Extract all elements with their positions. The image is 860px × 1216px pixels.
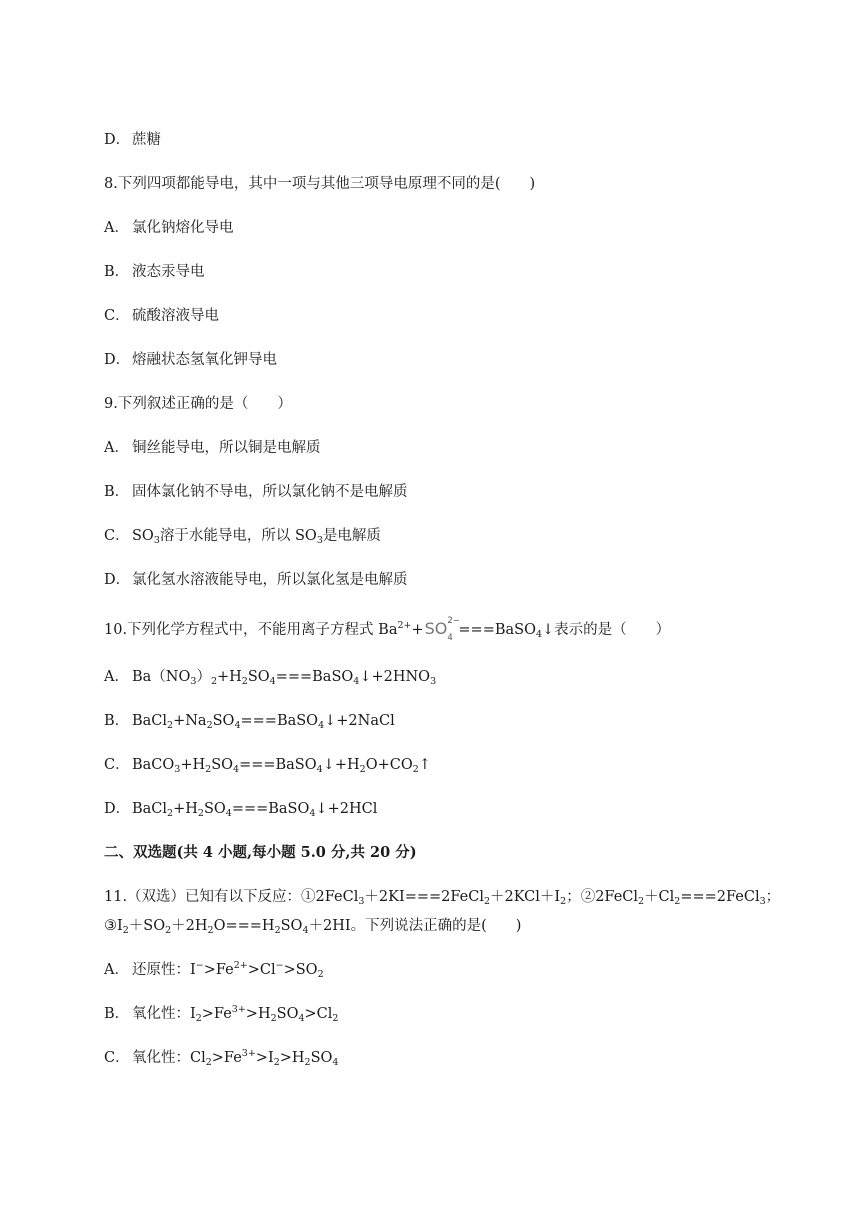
q10-option-d — [104, 799, 770, 819]
option-letter: B． — [104, 264, 130, 280]
option-letter: B． — [104, 713, 130, 729]
option-text: $BaCO_3+H_2SO_4===BaSO_4↓+H_2O+CO_2↑$ — [132, 757, 431, 775]
option-text: 蔗糖 — [132, 132, 161, 148]
option-text: 液态汞导电 — [132, 264, 205, 280]
q9-option-b — [104, 482, 770, 502]
option-letter: D． — [104, 801, 131, 817]
option-text: 氧化性：$Cl_2>Fe^{3+}>I_2>H_2SO_4$ — [132, 1048, 339, 1068]
option-letter: D． — [104, 352, 131, 368]
option-text: $BaCl_2+H_2SO_4===BaSO_4↓+2HCl$ — [132, 801, 378, 819]
q8-stem: 8.下列四项都能导电，其中一项与其他三项导电原理不同的是( ) — [104, 176, 536, 192]
q7-option-d — [104, 130, 770, 150]
option-letter: D． — [104, 132, 131, 148]
q9-option-a — [104, 438, 770, 458]
option-letter: A． — [104, 440, 129, 456]
option-text: $BaCl_2+Na_2SO_4===BaSO_4↓+2NaCl$ — [132, 713, 395, 731]
option-text: 熔融状态氢氧化钾导电 — [132, 352, 277, 368]
option-text: $SO_3$溶于水能导电，所以 $SO_3$是电解质 — [132, 528, 381, 546]
option-text: 氧化性：$I_2>Fe^{3+}>H_2SO_4>Cl_2$ — [132, 1004, 339, 1024]
q8-option-b — [104, 262, 770, 282]
q9-option-d — [104, 570, 770, 590]
q9-option-c — [104, 526, 770, 546]
q8-option-a — [104, 218, 770, 238]
q10-stem: 10.下列化学方程式中，不能用离子方程式 $Ba^{2+}+SO$ 2− 4 ===BaSO$_4$↓表示的是（ ） — [104, 616, 671, 643]
sulfate-ion-formula: SO 2− 4 — [424, 616, 460, 643]
option-text: 铜丝能导电，所以铜是电解质 — [132, 440, 321, 456]
q10-option-c — [104, 755, 770, 775]
q11-option-b — [104, 1004, 770, 1024]
option-letter: C． — [104, 308, 130, 324]
q10-option-b — [104, 711, 770, 731]
option-letter: B． — [104, 1006, 130, 1022]
option-letter: A． — [104, 669, 129, 685]
option-letter: B． — [104, 484, 130, 500]
q8-option-d — [104, 350, 770, 370]
option-letter: C． — [104, 1050, 130, 1066]
option-letter: A． — [104, 962, 129, 978]
q11-stem-line2: $③I_2+SO_2+2H_2O===H_2SO_4+2HI$。下列说法正确的是( ) — [104, 918, 522, 936]
option-letter: C． — [104, 528, 130, 544]
option-text: 固体氯化钠不导电，所以氯化钠不是电解质 — [132, 484, 408, 500]
option-text: 硫酸溶液导电 — [132, 308, 219, 324]
section-heading: 二、双选题(共 4 小题,每小题 5.0 分,共 20 分) — [104, 844, 417, 861]
q8-option-c — [104, 306, 770, 326]
option-text: 还原性：$I^->Fe^{2+}>Cl^->SO_2$ — [132, 960, 324, 980]
option-text: 氯化氢水溶液能导电，所以氯化氢是电解质 — [132, 572, 408, 588]
q11-option-a — [104, 960, 770, 980]
q10-option-a — [104, 667, 770, 687]
option-letter: A． — [104, 220, 129, 236]
option-letter: C． — [104, 757, 130, 773]
q9-stem: 9.下列叙述正确的是（ ） — [104, 396, 292, 412]
option-letter: D． — [104, 572, 131, 588]
option-text: $Ba(NO_3)_2+H_2SO_4===BaSO_4↓+2HNO_3$ — [132, 669, 437, 687]
option-text: 氯化钠熔化导电 — [132, 220, 234, 236]
q11-stem-line1: 11.（双选）已知有以下反应：$①2FeCl_3+2KI===2FeCl_2+2KCl+I_2$；$②2FeCl_2+Cl_2===2FeCl_3$； — [104, 889, 781, 907]
q11-option-c — [104, 1048, 770, 1068]
